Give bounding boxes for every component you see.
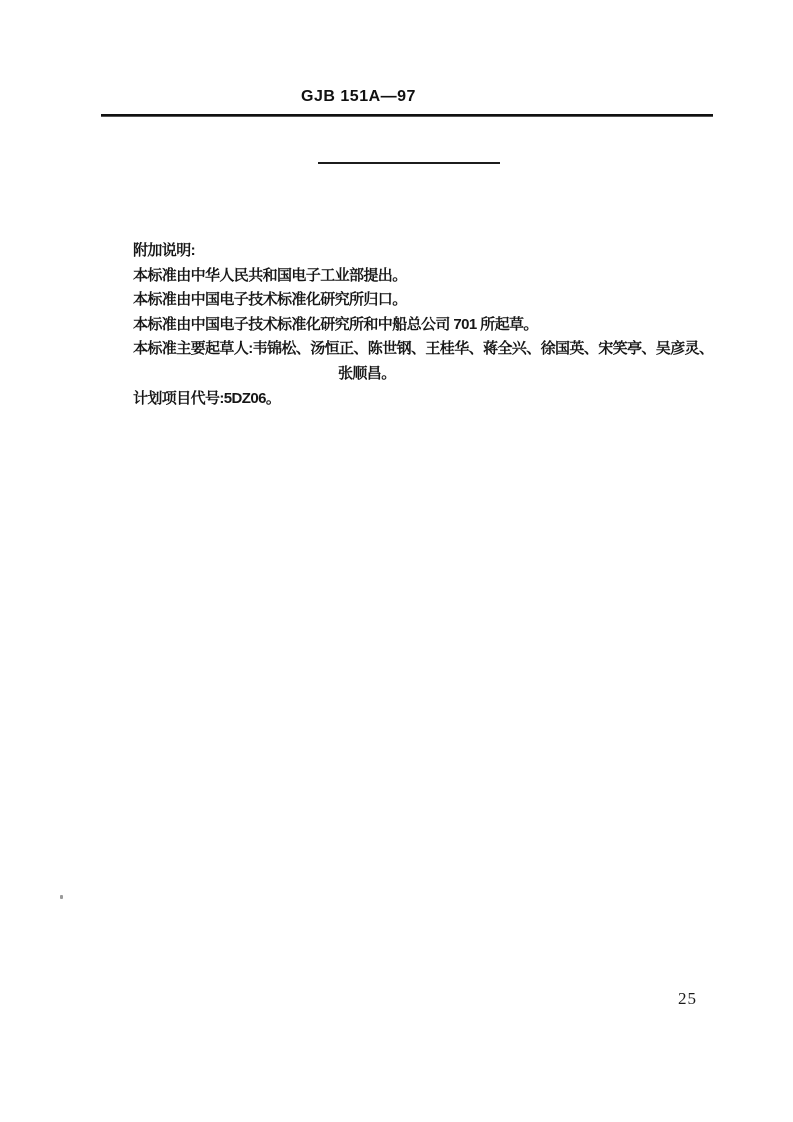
header-rule	[101, 114, 713, 117]
page-number: 25	[678, 989, 697, 1008]
body-line-issued-by: 本标准由中华人民共和国电子工业部提出。	[133, 266, 407, 284]
body-line-drafters: 本标准主要起草人:韦锦松、汤恒正、陈世钢、王桂华、蒋全兴、徐国英、宋笑亭、吴彦灵、	[133, 340, 714, 358]
body-line-drafters-continued: 张顺昌。	[338, 364, 396, 382]
body-line-project-code: 计划项目代号:5DZ06。	[133, 389, 281, 407]
scan-artifact-dot	[60, 895, 63, 899]
additional-notes-heading: 附加说明:	[133, 242, 195, 259]
body-line-drafted-by: 本标准由中国电子技术标准化研究所和中船总公司 701 所起草。	[133, 315, 538, 333]
body-line-centralized-by: 本标准由中国电子技术标准化研究所归口。	[133, 291, 407, 309]
section-divider-line	[318, 162, 500, 164]
additional-notes-block	[133, 239, 743, 411]
standard-number-header: GJB 151A—97	[301, 88, 416, 105]
